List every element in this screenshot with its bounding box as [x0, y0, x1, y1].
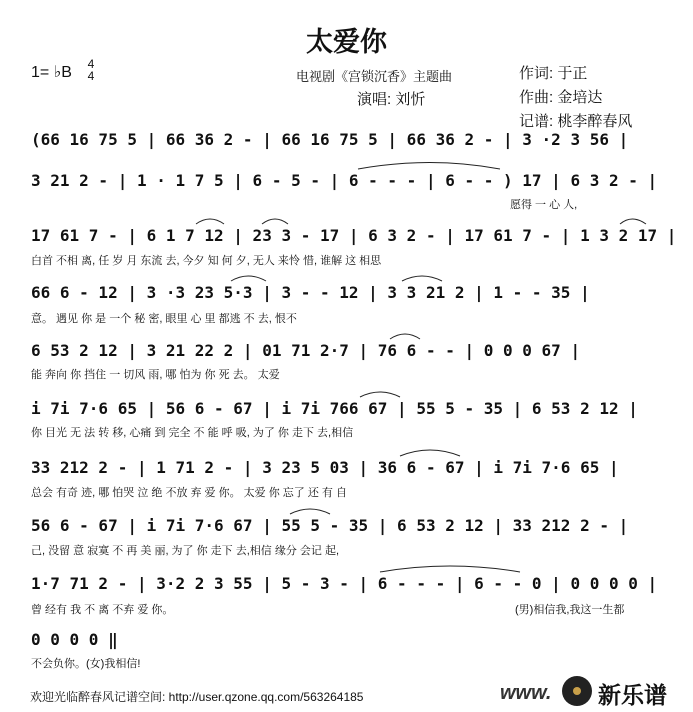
song-title: 太爱你: [306, 27, 387, 58]
time-denominator: 4: [87, 69, 95, 83]
footer-text: 欢迎光临醉春风记谱空间: http://user.qzone.qq.com/563264185: [30, 690, 364, 704]
site-logo: [562, 673, 690, 709]
score-line-6: i 7i 7·6 65 | 56 6 - 67 | i 7i 766 67 | 55 5 - 35 | 6 53 2 12 |: [31, 399, 638, 418]
score-line-2: 3 21 2 - | 1 · 1 7 5 | 6 - 5 - | 6 - - - | 6 - - ) 17 | 6 3 2 - |: [31, 171, 658, 190]
lyric-line-8: 己, 没留 意 寂寞 不 再 美 丽, 为了 你 走下 去,相信 缘分 会记 起,: [31, 545, 340, 557]
male-aside-lyric: (男)相信我,我这一生都: [515, 604, 625, 616]
lyric-line-2: 愿得 一 心 人,: [510, 199, 578, 211]
lyric-line-4: 意。 遇见 你 是 一个 秘 密, 眼里 心 里 都逃 不 去, 恨不: [31, 313, 297, 325]
watermark-text: www.: [500, 682, 552, 704]
song-subtitle: 电视剧《宫锁沉香》主题曲: [296, 69, 453, 84]
key-signature: 1= ♭B: [31, 64, 72, 81]
lyricist-credit: 作词: 于正: [519, 65, 588, 82]
lyric-line-5: 能 奔向 你 挡住 一 切风 雨, 哪 怕为 你 死 去。 太爱: [31, 369, 280, 381]
lyric-line-3: 白首 不相 离, 任 岁 月 东流 去, 今夕 知 何 夕, 无人 来怜 惜, 谁解 这 相思: [31, 255, 382, 267]
transcriber-credit: 记谱: 桃李醉春风: [519, 113, 633, 130]
score-line-1: (66 16 75 5 | 66 36 2 - | 66 16 75 5 | 66 36 2 - | 3 ·2 3 56 |: [31, 130, 629, 149]
record-disc-icon: [562, 676, 592, 706]
score-line-5: 6 53 2 12 | 3 21 22 2 | 01 71 2·7 | 76 6 - - | 0 0 0 67 |: [31, 341, 581, 360]
singer-credit: 演唱: 刘忻: [357, 91, 426, 108]
score-line-4: 66 6 - 12 | 3 ·3 23 5·3 | 3 - - 12 | 3 3 21 2 | 1 - - 35 |: [31, 283, 590, 302]
score-line-10: 0 0 0 0 ‖: [31, 630, 118, 649]
composer-credit: 作曲: 金培达: [519, 89, 603, 106]
score-line-7: 33 212 2 - | 1 71 2 - | 3 23 5 03 | 36 6 - 67 | i 7i 7·6 65 |: [31, 458, 619, 477]
time-numerator: 4: [87, 57, 95, 71]
score-line-8: 56 6 - 67 | i 7i 7·6 67 | 55 5 - 35 | 6 53 2 12 | 33 212 2 - |: [31, 516, 629, 535]
score-line-3: 17 61 7 - | 6 1 7 12 | 23 3 - 17 | 6 3 2 - | 17 61 7 - | 1 3 2 17 |: [31, 226, 677, 245]
lyric-line-9: 曾 经有 我 不 离 不弃 爱 你。: [31, 604, 174, 616]
lyric-line-6: 你 目光 无 法 转 移, 心痛 到 完全 不 能 呼 吸, 为了 你 走下 去,相信: [31, 427, 354, 439]
score-line-9: 1·7 71 2 - | 3·2 2 3 55 | 5 - 3 - | 6 - - - | 6 - - 0 | 0 0 0 0 |: [31, 574, 658, 593]
lyric-line-7: 总会 有奇 迹, 哪 怕哭 泣 绝 不放 弃 爱 你。 太爱 你 忘了 还 有 自: [31, 487, 347, 499]
logo-text: 新乐谱: [598, 682, 667, 708]
lyric-line-10: 不会负你。(女)我相信!: [31, 658, 141, 670]
